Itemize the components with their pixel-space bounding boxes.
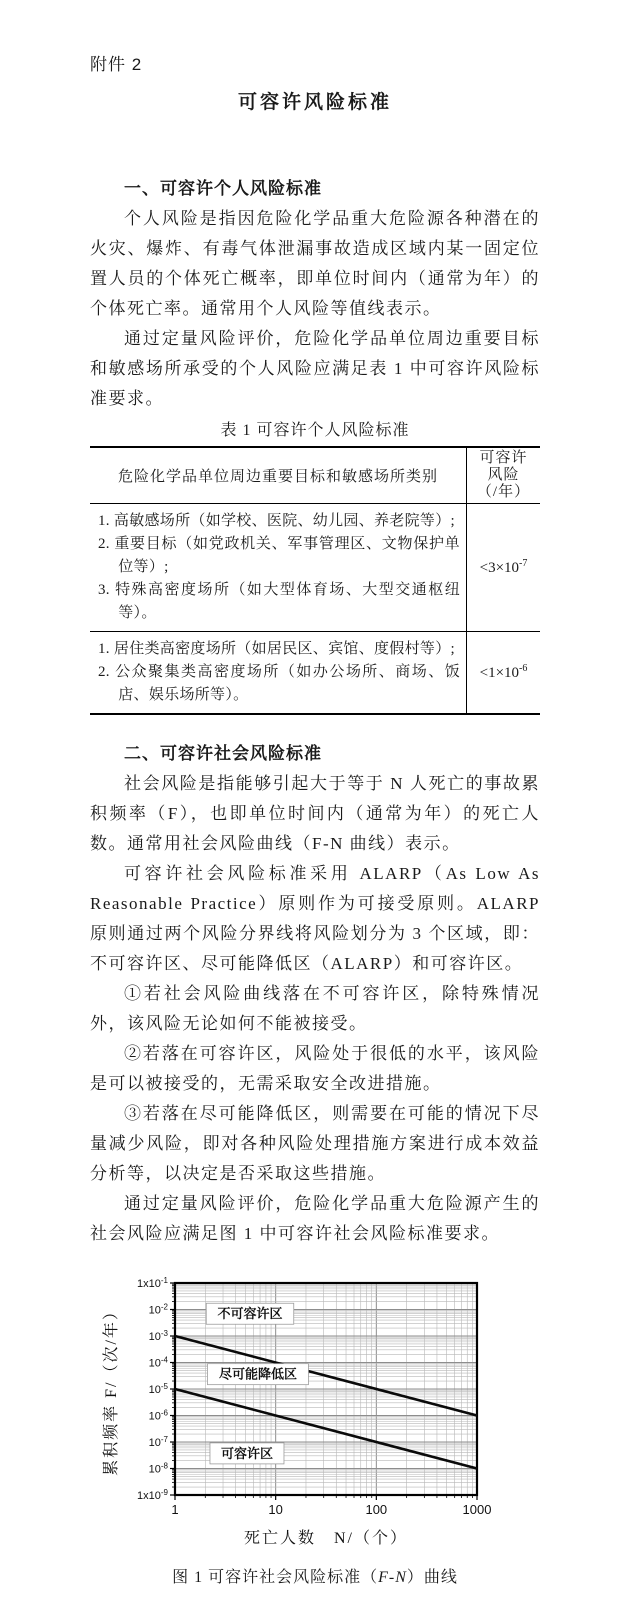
section2-paragraph-6: 通过定量风险评价，危险化学品重大危险源产生的社会风险应满足图 1 中可容许社会风险标准要求。 [90, 1194, 540, 1243]
category-cell [90, 632, 467, 715]
risk-value: <3×10 [479, 560, 520, 576]
y-tick-label: $10^{-5}$ [148, 1382, 168, 1396]
fn-curve-figure [90, 1261, 540, 1591]
category-item: 1. 高敏感场所（如学校、医院、幼儿园、养老院等）; [98, 513, 455, 529]
section2-paragraph-4: ②若落在可容许区，风险处于很低的水平，该风险是可以被接受的，无需采取安全改进措施。 [90, 1044, 540, 1093]
section2-paragraph-1: 社会风险是指能够引起大于等于 N 人死亡的事故累积频率（F），也即单位时间内（通常为年）的死亡人数。通常用社会风险曲线（F-N 曲线）表示。 [90, 774, 540, 853]
section2-heading: 二、可容许社会风险标准 [124, 744, 322, 763]
category-cell [90, 504, 467, 632]
risk-value-exponent: -6 [519, 663, 528, 674]
document-title: 可容许风险标准 [237, 92, 392, 113]
individual-risk-table [90, 446, 540, 715]
section1-paragraph-2: 通过定量风险评价，危险化学品单位周边重要目标和敏感场所承受的个人风险应满足表 1 中可容许风险标准要求。 [90, 329, 540, 408]
attachment-label: 附件 2 [90, 55, 143, 74]
y-tick-label: $1x10^{-9}$ [137, 1488, 168, 1502]
section1-paragraph-1: 个人风险是指因危险化学品重大危险源各种潜在的火灾、爆炸、有毒气体泄漏事故造成区域内某一固定位置人员的个体死亡概率，即单位时间内（通常为年）的个体死亡率。通常用个人风险等值线表示。 [90, 209, 540, 318]
y-tick-label: $10^{-2}$ [148, 1302, 168, 1317]
region-label: 可容许区 [220, 1445, 273, 1461]
x-tick-label: 100 [365, 1502, 388, 1517]
section2-paragraph-5: ③若落在尽可能降低区，则需要在可能的情况下尽量减少风险，即对各种风险处理措施方案进行成本效益分析等，以决定是否采取这些措施。 [90, 1104, 540, 1183]
table-header-risk [467, 447, 541, 504]
category-item: 2. 公众聚集类高密度场所（如办公场所、商场、饭店、娱乐场所等）。 [98, 664, 460, 703]
table-row [90, 632, 540, 715]
table-header-risk-line2: 风险 [487, 467, 520, 483]
y-tick-label: $10^{-4}$ [148, 1355, 168, 1370]
table-header-category: 危险化学品单位周边重要目标和敏感场所类别 [90, 447, 467, 504]
y-tick-label: $1x10^{-1}$ [137, 1276, 168, 1290]
section2-paragraph-3: ①若社会风险曲线落在不可容许区，除特殊情况外，该风险无论如何不能被接受。 [90, 984, 540, 1033]
x-axis-label: 死亡人数 N/（个） [243, 1530, 409, 1547]
figure-caption-prefix: 图 1 可容许社会风险标准（ [172, 1569, 379, 1586]
y-tick-label: $10^{-3}$ [148, 1329, 168, 1343]
x-tick-label: 1000 [462, 1502, 492, 1517]
category-item: 2. 重要目标（如党政机关、军事管理区、文物保护单位等）; [98, 536, 460, 575]
region-label: 不可容许区 [217, 1306, 283, 1322]
region-label: 尽可能降低区 [218, 1366, 297, 1382]
figure-caption-suffix: ）曲线 [406, 1569, 458, 1586]
x-tick-label: 10 [268, 1502, 283, 1517]
risk-value-cell [467, 632, 541, 715]
figure-caption-fn: F-N [378, 1569, 407, 1586]
table-header-risk-line1: 可容许 [479, 450, 528, 466]
category-item: 1. 居住类高密度场所（如居民区、宾馆、度假村等）; [98, 641, 455, 657]
risk-value-cell [467, 504, 541, 632]
x-tick-label: 1 [171, 1502, 179, 1517]
fn-curve-chart [90, 1261, 540, 1561]
table-header-row [90, 447, 540, 504]
table1-caption: 表 1 可容许个人风险标准 [220, 422, 410, 439]
risk-value: <1×10 [479, 665, 520, 681]
table-header-risk-line3: （/年） [476, 484, 531, 500]
category-item: 3. 特殊高密度场所（如大型体育场、大型交通枢纽等）。 [98, 582, 460, 621]
y-axis-label: 累积频率 F/（次/年） [103, 1302, 120, 1476]
y-tick-label: $10^{-8}$ [148, 1461, 168, 1476]
risk-value-exponent: -7 [519, 558, 528, 569]
y-tick-label: $10^{-6}$ [148, 1408, 168, 1423]
figure-caption [90, 1565, 540, 1591]
section1-heading: 一、可容许个人风险标准 [124, 179, 322, 198]
section2-paragraph-2: 可容许社会风险标准采用 ALARP（As Low As Reasonable Practice）原则作为可接受原则。ALARP 原则通过两个风险分界线将风险划分为 3 个区域，即：不可容许区、尽可能降低区（ALARP）和可容许区。 [90, 864, 540, 973]
y-tick-label: $10^{-7}$ [148, 1435, 168, 1449]
table-row [90, 504, 540, 632]
